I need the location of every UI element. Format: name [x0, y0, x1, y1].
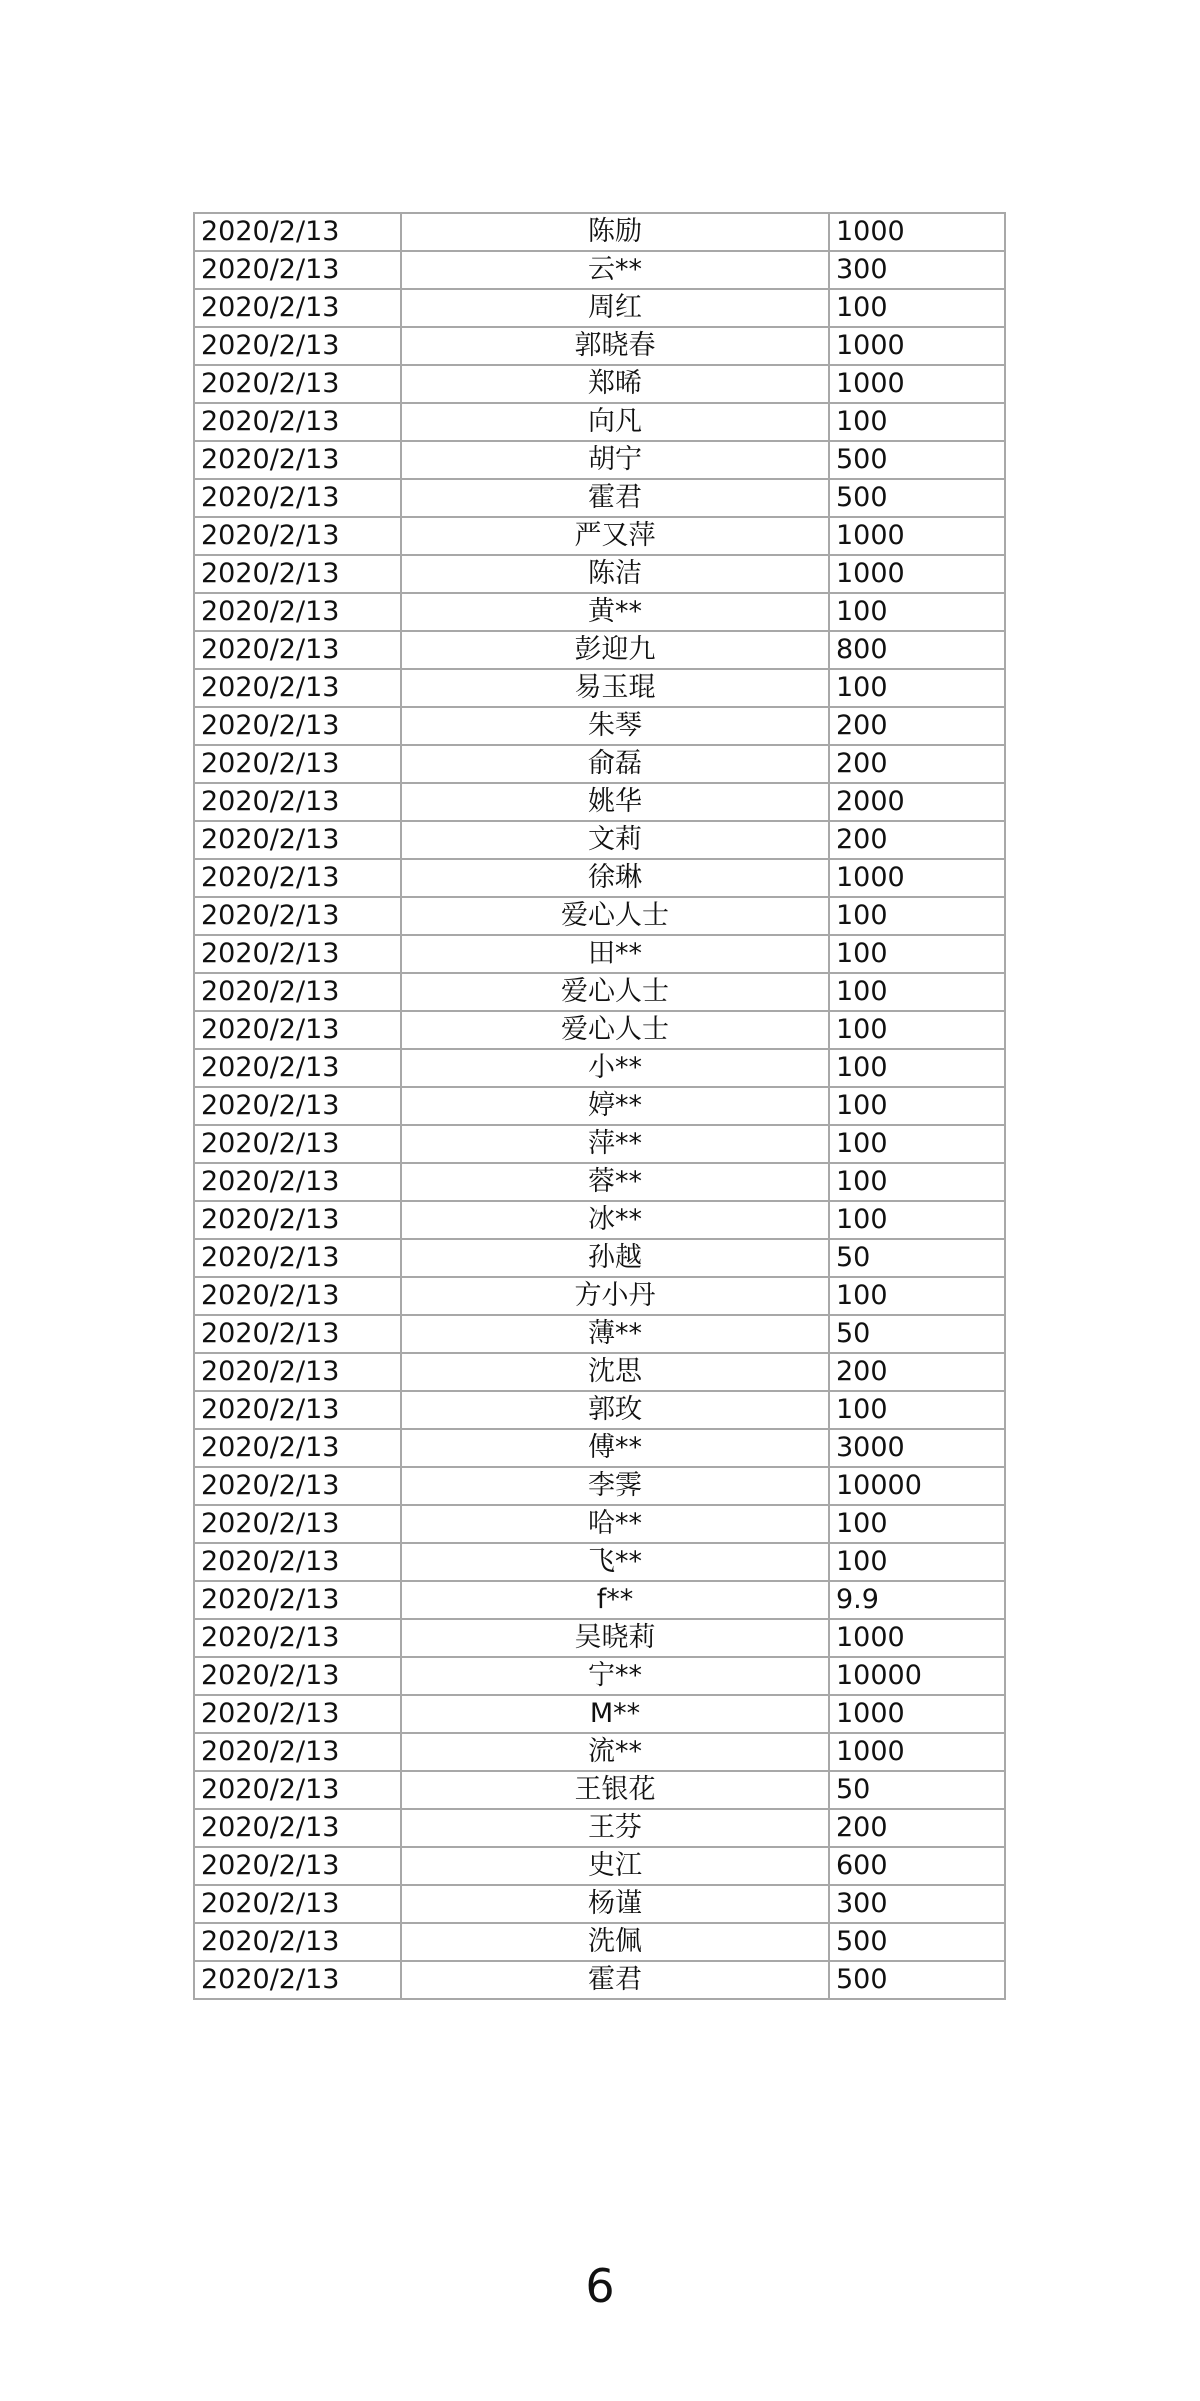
name-cell: 傅**: [401, 1429, 829, 1467]
date-cell: 2020/2/13: [194, 1201, 401, 1239]
date-cell: 2020/2/13: [194, 555, 401, 593]
table-row: [194, 1505, 1005, 1543]
table-row: [194, 859, 1005, 897]
date-cell: 2020/2/13: [194, 1125, 401, 1163]
name-cell: 李霁: [401, 1467, 829, 1505]
amount-cell: 100: [829, 1011, 1005, 1049]
name-cell: 田**: [401, 935, 829, 973]
name-cell: 方小丹: [401, 1277, 829, 1315]
amount-cell: 100: [829, 1201, 1005, 1239]
table-row: [194, 213, 1005, 251]
name-cell: 宁**: [401, 1657, 829, 1695]
table-row: [194, 1391, 1005, 1429]
date-cell: 2020/2/13: [194, 1581, 401, 1619]
name-cell: 易玉琨: [401, 669, 829, 707]
name-cell: 吴晓莉: [401, 1619, 829, 1657]
table-row: [194, 327, 1005, 365]
date-cell: 2020/2/13: [194, 1885, 401, 1923]
amount-cell: 600: [829, 1847, 1005, 1885]
table-row: [194, 1695, 1005, 1733]
name-cell: 爱心人士: [401, 897, 829, 935]
name-cell: 向凡: [401, 403, 829, 441]
table-row: [194, 403, 1005, 441]
amount-cell: 1000: [829, 213, 1005, 251]
amount-cell: 100: [829, 669, 1005, 707]
table-row: [194, 631, 1005, 669]
table-row: [194, 1581, 1005, 1619]
date-cell: 2020/2/13: [194, 1733, 401, 1771]
amount-cell: 2000: [829, 783, 1005, 821]
amount-cell: 100: [829, 973, 1005, 1011]
table-row: [194, 479, 1005, 517]
amount-cell: 50: [829, 1315, 1005, 1353]
name-cell: 陈洁: [401, 555, 829, 593]
table-row: [194, 1809, 1005, 1847]
name-cell: M**: [401, 1695, 829, 1733]
amount-cell: 100: [829, 1277, 1005, 1315]
table-row: [194, 973, 1005, 1011]
amount-cell: 10000: [829, 1467, 1005, 1505]
date-cell: 2020/2/13: [194, 1429, 401, 1467]
date-cell: 2020/2/13: [194, 1847, 401, 1885]
name-cell: 小**: [401, 1049, 829, 1087]
name-cell: 黄**: [401, 593, 829, 631]
amount-cell: 100: [829, 1125, 1005, 1163]
date-cell: 2020/2/13: [194, 1277, 401, 1315]
name-cell: 飞**: [401, 1543, 829, 1581]
date-cell: 2020/2/13: [194, 441, 401, 479]
table-row: [194, 1353, 1005, 1391]
date-cell: 2020/2/13: [194, 1049, 401, 1087]
table-row: [194, 593, 1005, 631]
table-row: [194, 669, 1005, 707]
name-cell: 洗佩: [401, 1923, 829, 1961]
name-cell: 徐琳: [401, 859, 829, 897]
name-cell: 杨谨: [401, 1885, 829, 1923]
table-row: [194, 1885, 1005, 1923]
amount-cell: 500: [829, 441, 1005, 479]
amount-cell: 1000: [829, 1619, 1005, 1657]
amount-cell: 200: [829, 1353, 1005, 1391]
date-cell: 2020/2/13: [194, 1467, 401, 1505]
table-row: [194, 745, 1005, 783]
amount-cell: 200: [829, 745, 1005, 783]
donation-table: [193, 212, 1006, 2000]
date-cell: 2020/2/13: [194, 1543, 401, 1581]
name-cell: 彭迎九: [401, 631, 829, 669]
name-cell: 陈励: [401, 213, 829, 251]
table-row: [194, 1847, 1005, 1885]
name-cell: 沈思: [401, 1353, 829, 1391]
table-row: [194, 1657, 1005, 1695]
name-cell: 史江: [401, 1847, 829, 1885]
amount-cell: 3000: [829, 1429, 1005, 1467]
date-cell: 2020/2/13: [194, 251, 401, 289]
name-cell: 郑晞: [401, 365, 829, 403]
name-cell: 流**: [401, 1733, 829, 1771]
table-row: [194, 1543, 1005, 1581]
date-cell: 2020/2/13: [194, 1391, 401, 1429]
date-cell: 2020/2/13: [194, 1163, 401, 1201]
table-row: [194, 1315, 1005, 1353]
date-cell: 2020/2/13: [194, 1315, 401, 1353]
name-cell: 郭晓春: [401, 327, 829, 365]
date-cell: 2020/2/13: [194, 1961, 401, 1999]
amount-cell: 500: [829, 1923, 1005, 1961]
table-row: [194, 1201, 1005, 1239]
amount-cell: 100: [829, 1505, 1005, 1543]
name-cell: 周红: [401, 289, 829, 327]
name-cell: 霍君: [401, 479, 829, 517]
amount-cell: 300: [829, 1885, 1005, 1923]
date-cell: 2020/2/13: [194, 517, 401, 555]
table-row: [194, 707, 1005, 745]
table-row: [194, 1087, 1005, 1125]
table-row: [194, 1011, 1005, 1049]
name-cell: 文莉: [401, 821, 829, 859]
table-row: [194, 1163, 1005, 1201]
amount-cell: 50: [829, 1771, 1005, 1809]
table-row: [194, 289, 1005, 327]
table-row: [194, 1733, 1005, 1771]
date-cell: 2020/2/13: [194, 1087, 401, 1125]
name-cell: 严又萍: [401, 517, 829, 555]
date-cell: 2020/2/13: [194, 859, 401, 897]
amount-cell: 100: [829, 1049, 1005, 1087]
amount-cell: 500: [829, 1961, 1005, 1999]
name-cell: 孙越: [401, 1239, 829, 1277]
name-cell: 爱心人士: [401, 973, 829, 1011]
table-row: [194, 1467, 1005, 1505]
name-cell: 冰**: [401, 1201, 829, 1239]
date-cell: 2020/2/13: [194, 897, 401, 935]
amount-cell: 100: [829, 289, 1005, 327]
name-cell: 俞磊: [401, 745, 829, 783]
table-row: [194, 517, 1005, 555]
amount-cell: 9.9: [829, 1581, 1005, 1619]
date-cell: 2020/2/13: [194, 821, 401, 859]
table-row: [194, 1961, 1005, 1999]
amount-cell: 300: [829, 251, 1005, 289]
table-row: [194, 1619, 1005, 1657]
amount-cell: 1000: [829, 327, 1005, 365]
donation-table-body: [194, 213, 1005, 1999]
name-cell: 王银花: [401, 1771, 829, 1809]
name-cell: 胡宁: [401, 441, 829, 479]
date-cell: 2020/2/13: [194, 669, 401, 707]
date-cell: 2020/2/13: [194, 213, 401, 251]
date-cell: 2020/2/13: [194, 1695, 401, 1733]
table-row: [194, 1429, 1005, 1467]
amount-cell: 1000: [829, 555, 1005, 593]
date-cell: 2020/2/13: [194, 1239, 401, 1277]
table-row: [194, 1923, 1005, 1961]
table-row: [194, 365, 1005, 403]
name-cell: 萍**: [401, 1125, 829, 1163]
date-cell: 2020/2/13: [194, 1771, 401, 1809]
date-cell: 2020/2/13: [194, 1923, 401, 1961]
table-row: [194, 441, 1005, 479]
name-cell: 蓉**: [401, 1163, 829, 1201]
name-cell: 婷**: [401, 1087, 829, 1125]
name-cell: 朱琴: [401, 707, 829, 745]
amount-cell: 1000: [829, 1733, 1005, 1771]
page-number: 6: [585, 2259, 615, 2313]
amount-cell: 100: [829, 1543, 1005, 1581]
table-row: [194, 897, 1005, 935]
amount-cell: 100: [829, 1087, 1005, 1125]
date-cell: 2020/2/13: [194, 631, 401, 669]
amount-cell: 10000: [829, 1657, 1005, 1695]
date-cell: 2020/2/13: [194, 593, 401, 631]
name-cell: 霍君: [401, 1961, 829, 1999]
amount-cell: 1000: [829, 1695, 1005, 1733]
name-cell: f**: [401, 1581, 829, 1619]
amount-cell: 1000: [829, 517, 1005, 555]
date-cell: 2020/2/13: [194, 783, 401, 821]
name-cell: 哈**: [401, 1505, 829, 1543]
table-row: [194, 251, 1005, 289]
amount-cell: 100: [829, 403, 1005, 441]
date-cell: 2020/2/13: [194, 1505, 401, 1543]
date-cell: 2020/2/13: [194, 935, 401, 973]
table-row: [194, 555, 1005, 593]
amount-cell: 100: [829, 935, 1005, 973]
date-cell: 2020/2/13: [194, 327, 401, 365]
amount-cell: 1000: [829, 365, 1005, 403]
amount-cell: 800: [829, 631, 1005, 669]
amount-cell: 100: [829, 593, 1005, 631]
amount-cell: 100: [829, 1391, 1005, 1429]
date-cell: 2020/2/13: [194, 479, 401, 517]
date-cell: 2020/2/13: [194, 365, 401, 403]
table-row: [194, 783, 1005, 821]
name-cell: 郭玫: [401, 1391, 829, 1429]
name-cell: 王芬: [401, 1809, 829, 1847]
name-cell: 云**: [401, 251, 829, 289]
amount-cell: 100: [829, 897, 1005, 935]
table-row: [194, 1771, 1005, 1809]
date-cell: 2020/2/13: [194, 1809, 401, 1847]
date-cell: 2020/2/13: [194, 1619, 401, 1657]
date-cell: 2020/2/13: [194, 973, 401, 1011]
table-row: [194, 1277, 1005, 1315]
amount-cell: 1000: [829, 859, 1005, 897]
amount-cell: 200: [829, 707, 1005, 745]
date-cell: 2020/2/13: [194, 745, 401, 783]
table-row: [194, 821, 1005, 859]
date-cell: 2020/2/13: [194, 403, 401, 441]
table-row: [194, 935, 1005, 973]
date-cell: 2020/2/13: [194, 707, 401, 745]
name-cell: 薄**: [401, 1315, 829, 1353]
name-cell: 爱心人士: [401, 1011, 829, 1049]
amount-cell: 500: [829, 479, 1005, 517]
amount-cell: 200: [829, 1809, 1005, 1847]
name-cell: 姚华: [401, 783, 829, 821]
date-cell: 2020/2/13: [194, 289, 401, 327]
date-cell: 2020/2/13: [194, 1353, 401, 1391]
table-row: [194, 1049, 1005, 1087]
date-cell: 2020/2/13: [194, 1011, 401, 1049]
date-cell: 2020/2/13: [194, 1657, 401, 1695]
amount-cell: 100: [829, 1163, 1005, 1201]
table-row: [194, 1239, 1005, 1277]
amount-cell: 200: [829, 821, 1005, 859]
amount-cell: 50: [829, 1239, 1005, 1277]
table-row: [194, 1125, 1005, 1163]
